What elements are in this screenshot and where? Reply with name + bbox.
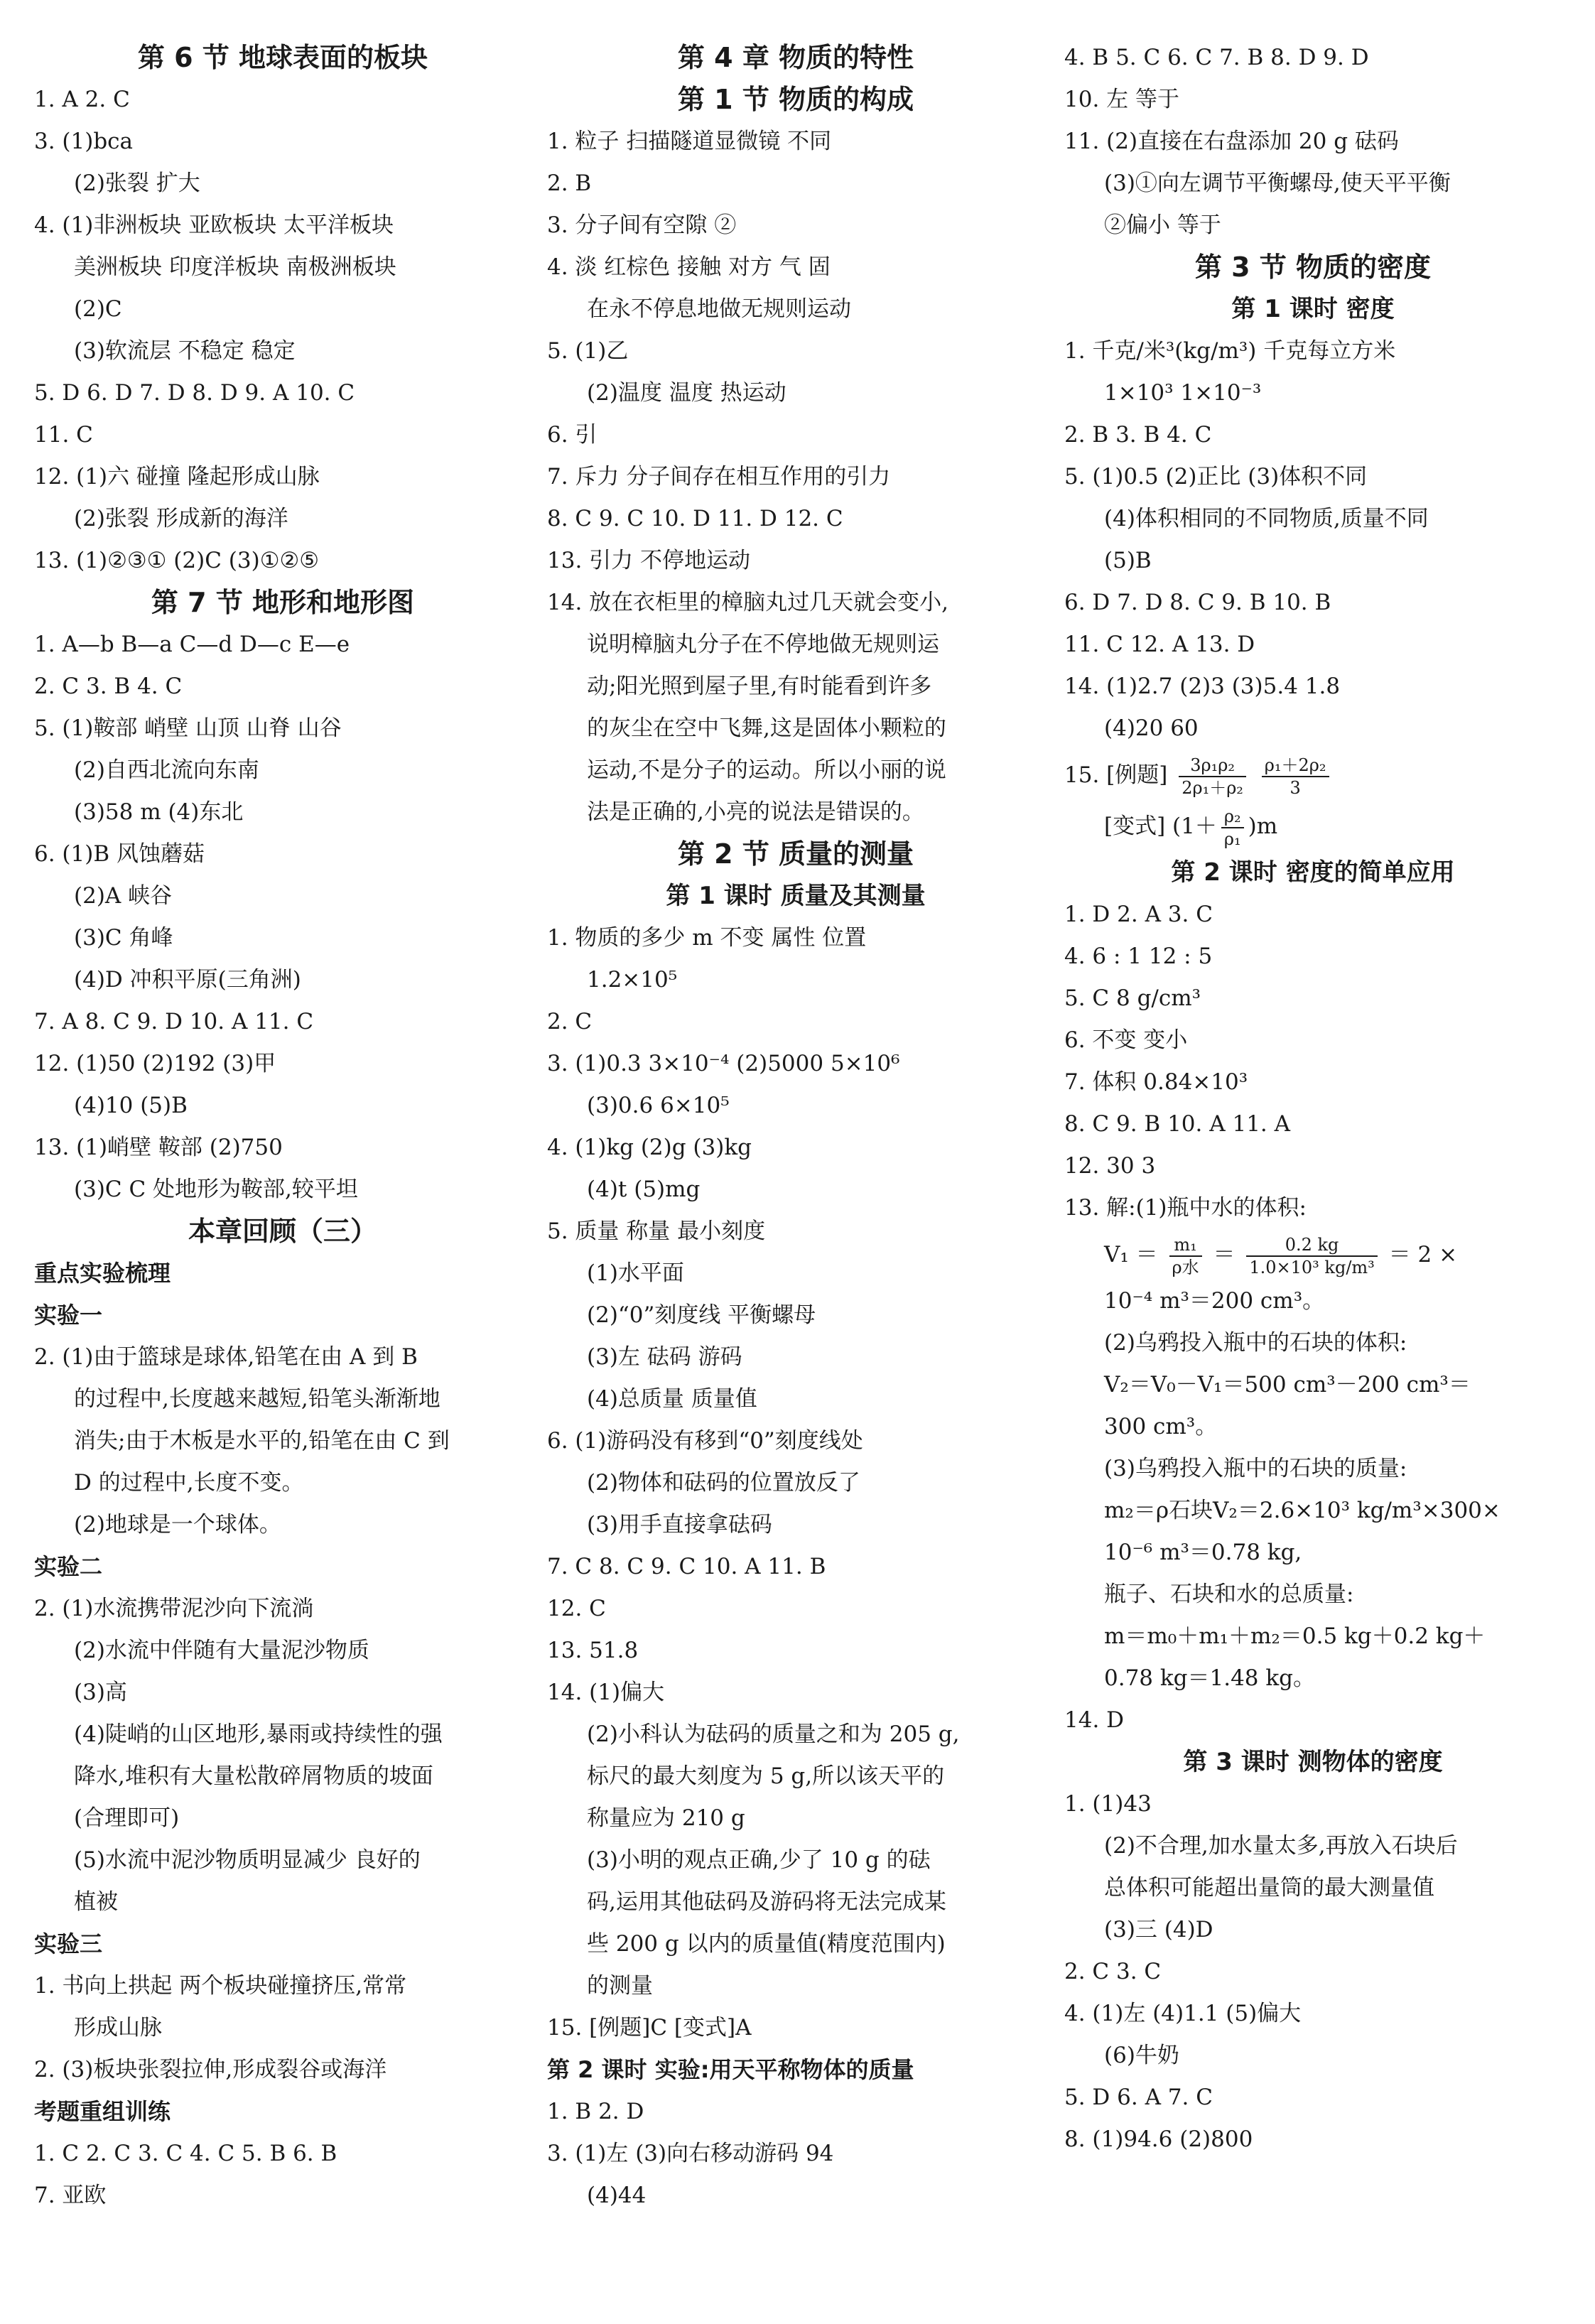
- answer-line: m＝m₀＋m₁＋m₂＝0.5 kg＋0.2 kg＋: [1104, 1623, 1486, 1649]
- fraction-denominator: ρ水: [1172, 1257, 1199, 1277]
- answer-line: 1. (1)43: [1064, 1791, 1152, 1817]
- answer-line: 美洲板块 印度洋板块 南极洲板块: [74, 254, 396, 280]
- answer-line: 1. A 2. C: [34, 87, 130, 112]
- answer-line: 11. (2)直接在右盘添加 20 g 砝码: [1064, 129, 1399, 154]
- answer-line: 7. 亚欧: [34, 2183, 107, 2208]
- answer-line: (2)温度 温度 热运动: [587, 380, 786, 406]
- answer-line: V₂＝V₀－V₁＝500 cm³－200 cm³＝: [1104, 1372, 1471, 1398]
- answer-line: 2. B 3. B 4. C: [1064, 422, 1212, 448]
- answer-line: (2)“0”刻度线 平衡螺母: [587, 1302, 816, 1328]
- fraction-denominator: 1.0×10³ kg/m³: [1249, 1257, 1375, 1277]
- answer-line: 10⁻⁴ m³＝200 cm³。: [1104, 1288, 1325, 1314]
- answer-line: 5. D 6. D 7. D 8. D 9. A 10. C: [34, 380, 355, 406]
- answer-line-fraction: [1064, 1229, 1562, 1280]
- answer-line: (1)水平面: [587, 1260, 684, 1286]
- subsection-heading: 考题重组训练: [34, 2098, 171, 2125]
- answer-line: (2)地球是一个球体。: [74, 1512, 281, 1537]
- section-heading: 第 7 节 地形和地形图: [151, 587, 415, 618]
- answer-line: 15. [例题]C [变式]A: [547, 2015, 752, 2041]
- subsection-heading: 实验二: [34, 1553, 103, 1580]
- answer-line: 4. 淡 红棕色 接触 对方 气 固: [547, 254, 831, 280]
- answer-line: 1. 物质的多少 m 不变 属性 位置: [547, 925, 867, 951]
- answer-line: 2. C 3. C: [1064, 1959, 1162, 1984]
- answer-line: 动;阳光照到屋子里,有时能看到许多: [587, 674, 932, 699]
- answer-line: 13. (1)峭壁 鞍部 (2)750: [34, 1135, 283, 1160]
- answer-line: 1. D 2. A 3. C: [1064, 902, 1213, 927]
- answer-line: 码,运用其他砝码及游码将无法完成某: [587, 1889, 946, 1915]
- fraction: [1262, 755, 1329, 799]
- answer-line: 12. (1)50 (2)192 (3)甲: [34, 1051, 276, 1076]
- answer-line: (2)水流中伴随有大量泥沙物质: [74, 1638, 369, 1663]
- answer-line: 5. (1)鞍部 峭壁 山顶 山脊 山谷: [34, 715, 342, 741]
- answer-line: 11. C: [34, 422, 93, 448]
- answer-line: 的过程中,长度越来越短,铅笔头渐渐地: [74, 1386, 440, 1412]
- section-heading: 第 6 节 地球表面的板块: [137, 42, 428, 73]
- answer-line: (2)自西北流向东南: [74, 757, 259, 783]
- answer-line: (3)用手直接拿砝码: [587, 1512, 772, 1537]
- lesson-heading: 第 1 课时 密度: [1231, 295, 1395, 323]
- fraction-numerator: 3ρ₁ρ₂: [1179, 755, 1246, 777]
- fraction-numerator: m₁: [1169, 1234, 1202, 1257]
- answer-line: (2)C: [74, 296, 122, 322]
- answer-line: 4. (1)非洲板块 亚欧板块 太平洋板块: [34, 212, 394, 238]
- fraction-numerator: ρ₁＋2ρ₂: [1262, 755, 1329, 777]
- answer-line: 14. D: [1064, 1707, 1125, 1733]
- answer-line: (4)20 60: [1104, 715, 1199, 741]
- answer-line: (3)乌鸦投入瓶中的石块的质量:: [1104, 1456, 1407, 1481]
- answer-line: (3)软流层 不稳定 稳定: [74, 338, 296, 364]
- answer-line: 5. (1)乙: [547, 338, 629, 364]
- answer-line: (3)C 角峰: [74, 925, 173, 951]
- answer-text: ＝: [1206, 1242, 1243, 1268]
- answer-line: 300 cm³。: [1104, 1414, 1218, 1439]
- answer-line: 2. (1)水流携带泥沙向下流淌: [34, 1596, 314, 1621]
- answer-line: 13. 引力 不停地运动: [547, 548, 751, 573]
- answer-line: 8. (1)94.6 (2)800: [1064, 2126, 1253, 2152]
- answer-line: (4)44: [587, 2183, 647, 2208]
- answer-line: 些 200 g 以内的质量值(精度范围内): [587, 1931, 946, 1957]
- answer-line: 1. 千克/米³(kg/m³) 千克每立方米: [1064, 338, 1396, 364]
- answer-line: 5. D 6. A 7. C: [1064, 2085, 1213, 2110]
- fraction: [1221, 806, 1244, 850]
- answer-line: (3)三 (4)D: [1104, 1917, 1213, 1942]
- answer-line: 1. A—b B—a C—d D—c E—e: [34, 632, 350, 657]
- answer-line: 运动,不是分子的运动。所以小丽的说: [587, 757, 946, 783]
- section-heading: 第 4 章 物质的特性: [677, 42, 914, 73]
- answer-line: 3. 分子间有空隙 ②: [547, 212, 737, 238]
- answer-line: 7. A 8. C 9. D 10. A 11. C: [34, 1009, 314, 1034]
- answer-label: [变式] (1＋: [1104, 814, 1217, 839]
- subsection-heading: 实验一: [34, 1302, 103, 1329]
- answer-line: 形成山脉: [74, 2015, 162, 2041]
- answer-line: (2)张裂 形成新的海洋: [74, 506, 288, 531]
- answer-line: 6. 不变 变小: [1064, 1027, 1188, 1053]
- answer-line: (3)0.6 6×10⁵: [587, 1093, 730, 1118]
- answer-line: (2)张裂 扩大: [74, 171, 200, 196]
- answer-line: 2. (3)板块张裂拉伸,形成裂谷或海洋: [34, 2057, 387, 2082]
- answer-line: (3)小明的观点正确,少了 10 g 的砝: [587, 1847, 931, 1873]
- answer-column-3: [1064, 37, 1562, 2324]
- answer-line: (4)陡峭的山区地形,暴雨或持续性的强: [74, 1722, 443, 1747]
- answer-line: 6. 引: [547, 422, 598, 448]
- answer-line: 1. B 2. D: [547, 2099, 644, 2124]
- answer-line: 10⁻⁶ m³＝0.78 kg,: [1104, 1540, 1302, 1565]
- answer-line: 总体积可能超出量筒的最大测量值: [1104, 1875, 1434, 1901]
- answer-text: V₁ ＝: [1104, 1242, 1165, 1268]
- answer-line: (4)体积相同的不同物质,质量不同: [1104, 506, 1429, 531]
- answer-line: (4)D 冲积平原(三角洲): [74, 967, 301, 993]
- fraction-denominator: 2ρ₁＋ρ₂: [1182, 777, 1243, 798]
- answer-line: 3. (1)bca: [34, 129, 134, 154]
- section-heading: 本章回顾（三）: [188, 1216, 377, 1247]
- fraction-numerator: ρ₂: [1221, 806, 1244, 828]
- answer-line: 0.78 kg＝1.48 kg。: [1104, 1665, 1316, 1691]
- subsection-heading: 第 2 课时 实验:用天平称物体的质量: [547, 2056, 914, 2083]
- fraction: [1246, 1234, 1377, 1278]
- answer-line: 12. (1)六 碰撞 隆起形成山脉: [34, 464, 320, 490]
- answer-line: 2. C: [547, 1009, 593, 1034]
- answer-line: 6. (1)B 风蚀蘑菇: [34, 841, 205, 867]
- answer-line-fraction: [1064, 750, 1562, 801]
- subsection-heading: 实验三: [34, 1930, 103, 1957]
- answer-line: (3)C C 处地形为鞍部,较平坦: [74, 1177, 358, 1202]
- answer-line: 10. 左 等于: [1064, 87, 1180, 112]
- answer-column-2: [547, 37, 1044, 2324]
- fraction-denominator: ρ₁: [1223, 828, 1241, 849]
- answer-line: (2)A 峡谷: [74, 883, 173, 909]
- fraction: [1179, 755, 1246, 799]
- answer-line: ②偏小 等于: [1104, 212, 1221, 238]
- answer-line: 14. (1)偏大: [547, 1680, 665, 1705]
- answer-line: 4. 6 : 1 12 : 5: [1064, 944, 1213, 969]
- fraction-numerator: 0.2 kg: [1246, 1234, 1377, 1257]
- answer-line: 7. 斥力 分子间存在相互作用的引力: [547, 464, 891, 490]
- section-heading: 第 1 节 物质的构成: [677, 84, 914, 115]
- answer-line: 13. 解:(1)瓶中水的体积:: [1064, 1195, 1307, 1221]
- answer-line: 6. D 7. D 8. C 9. B 10. B: [1064, 590, 1331, 615]
- answer-line: (3)58 m (4)东北: [74, 799, 244, 825]
- answer-line: 4. (1)左 (4)1.1 (5)偏大: [1064, 2001, 1302, 2026]
- answer-column-1: [34, 37, 531, 2324]
- answer-line: 的灰尘在空中飞舞,这是固体小颗粒的: [587, 715, 946, 741]
- answer-line: 7. C 8. C 9. C 10. A 11. B: [547, 1554, 826, 1579]
- answer-line: (2)乌鸦投入瓶中的石块的体积:: [1104, 1330, 1407, 1356]
- spacer: [1250, 762, 1258, 788]
- fraction-denominator: 3: [1289, 777, 1301, 798]
- answer-line: 6. (1)游码没有移到“0”刻度线处: [547, 1428, 863, 1454]
- answer-text: )m: [1248, 814, 1278, 839]
- answer-line: 降水,堆积有大量松散碎屑物质的坡面: [74, 1763, 433, 1789]
- answer-line: 称量应为 210 g: [587, 1805, 745, 1831]
- answer-line: (3)①向左调节平衡螺母,使天平平衡: [1104, 171, 1451, 196]
- answer-line: (4)总质量 质量值: [587, 1386, 757, 1412]
- answer-line: 13. 51.8: [547, 1638, 639, 1663]
- answer-line: 8. C 9. B 10. A 11. A: [1064, 1111, 1291, 1137]
- answer-line: 1. 书向上拱起 两个板块碰撞挤压,常常: [34, 1973, 407, 1999]
- lesson-heading: 第 1 课时 质量及其测量: [666, 882, 926, 910]
- answer-line: (3)左 砝码 游码: [587, 1344, 742, 1370]
- answer-line: 植被: [74, 1889, 118, 1915]
- answer-line: 4. B 5. C 6. C 7. B 8. D 9. D: [1064, 45, 1369, 70]
- answer-line: m₂＝ρ石块V₂＝2.6×10³ kg/m³×300×: [1104, 1498, 1501, 1523]
- answer-line: 7. 体积 0.84×10³: [1064, 1069, 1248, 1095]
- answer-line: (合理即可): [74, 1805, 180, 1831]
- lesson-heading: 第 3 课时 测物体的密度: [1183, 1748, 1443, 1776]
- answer-line: (4)10 (5)B: [74, 1093, 188, 1118]
- answer-line: D 的过程中,长度不变。: [74, 1470, 304, 1496]
- answer-label: 15. [例题]: [1064, 762, 1175, 788]
- answer-line: (2)不合理,加水量太多,再放入石块后: [1104, 1833, 1458, 1859]
- answer-line: 法是正确的,小亮的说法是错误的。: [587, 799, 924, 825]
- answer-line: 说明樟脑丸分子在不停地做无规则运: [587, 632, 939, 657]
- answer-line: (5)B: [1104, 548, 1152, 573]
- answer-line: (4)t (5)mg: [587, 1177, 701, 1202]
- answer-line: 14. (1)2.7 (2)3 (3)5.4 1.8: [1064, 674, 1341, 699]
- answer-line: 1.2×10⁵: [587, 967, 678, 993]
- subsection-heading: 重点实验梳理: [34, 1260, 171, 1287]
- answer-line: 1. C 2. C 3. C 4. C 5. B 6. B: [34, 2141, 337, 2166]
- answer-line: 8. C 9. C 10. D 11. D 12. C: [547, 506, 843, 531]
- lesson-heading: 第 2 课时 密度的简单应用: [1171, 858, 1455, 887]
- answer-line: 消失;由于木板是水平的,铅笔在由 C 到: [74, 1428, 450, 1454]
- answer-line: 瓶子、石块和水的总质量:: [1104, 1582, 1354, 1607]
- answer-line: 1×10³ 1×10⁻³: [1104, 380, 1262, 406]
- answer-line: 5. (1)0.5 (2)正比 (3)体积不同: [1064, 464, 1368, 490]
- answer-line: 13. (1)②③① (2)C (3)①②⑤: [34, 548, 320, 573]
- answer-line: 4. (1)kg (2)g (3)kg: [547, 1135, 752, 1160]
- section-heading: 第 2 节 质量的测量: [677, 838, 914, 870]
- fraction: [1169, 1234, 1202, 1278]
- section-heading: 第 3 节 物质的密度: [1194, 252, 1432, 283]
- answer-text: ＝ 2 ×: [1381, 1242, 1458, 1268]
- answer-line: (5)水流中泥沙物质明显减少 良好的: [74, 1847, 421, 1873]
- answer-line: 5. 质量 称量 最小刻度: [547, 1218, 766, 1244]
- answer-line-fraction: [1064, 801, 1562, 852]
- answer-line: 5. C 8 g/cm³: [1064, 985, 1201, 1011]
- answer-line: 11. C 12. A 13. D: [1064, 632, 1255, 657]
- answer-line: 的测量: [587, 1973, 653, 1999]
- answer-line: 12. 30 3: [1064, 1153, 1156, 1179]
- answer-line: 12. C: [547, 1596, 606, 1621]
- answer-line: 3. (1)0.3 3×10⁻⁴ (2)5000 5×10⁶: [547, 1051, 900, 1076]
- answer-line: (6)牛奶: [1104, 2043, 1179, 2068]
- answer-line: (2)小科认为砝码的质量之和为 205 g,: [587, 1722, 960, 1747]
- answer-line: (3)高: [74, 1680, 127, 1705]
- answer-line: 1. 粒子 扫描隧道显微镜 不同: [547, 129, 832, 154]
- answer-line: 2. (1)由于篮球是球体,铅笔在由 A 到 B: [34, 1344, 418, 1370]
- answer-line: 2. B: [547, 171, 592, 196]
- answer-line: 14. 放在衣柜里的樟脑丸过几天就会变小,: [547, 590, 949, 615]
- answer-line: 在永不停息地做无规则运动: [587, 296, 851, 322]
- answer-line: (2)物体和砝码的位置放反了: [587, 1470, 860, 1496]
- answer-line: 标尺的最大刻度为 5 g,所以该天平的: [587, 1763, 945, 1789]
- answer-line: 3. (1)左 (3)向右移动游码 94: [547, 2141, 834, 2166]
- answer-line: 2. C 3. B 4. C: [34, 674, 183, 699]
